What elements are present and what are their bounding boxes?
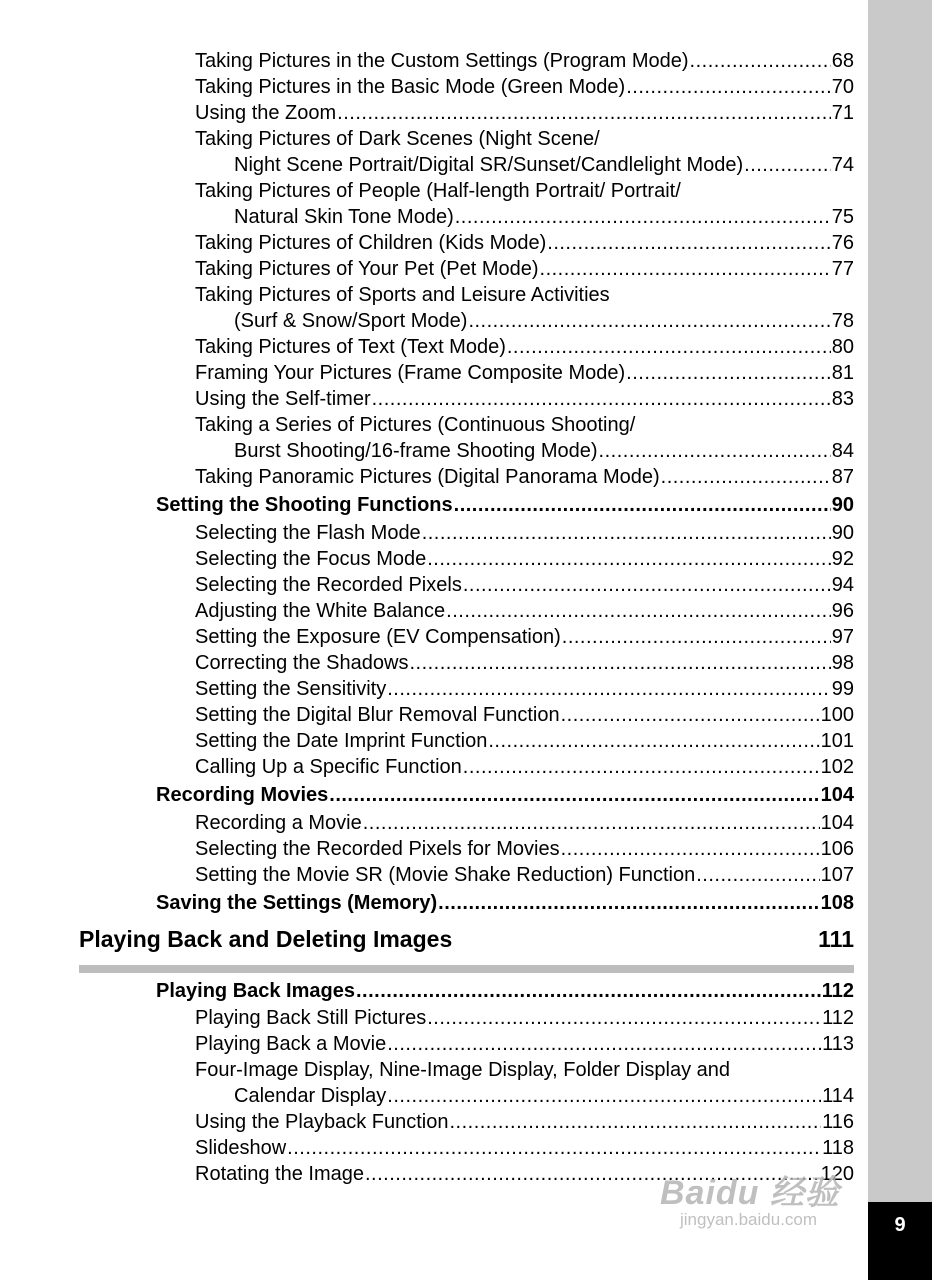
toc-section-entry[interactable] [156,890,854,916]
dot-leader [427,546,831,572]
dot-leader [599,438,831,464]
toc-entry[interactable] [195,178,854,204]
toc-entry-title: Taking Pictures of Sports and Leisure Activities [195,284,610,306]
toc-entry-page: 104 [820,812,854,834]
dot-leader [744,152,831,178]
dot-leader [427,1005,821,1031]
toc-entry-title: Rotating the Image [195,1163,364,1185]
toc-entry-title: Calendar Display [234,1085,387,1107]
dot-leader [455,204,831,230]
toc-entry[interactable] [195,464,854,490]
dot-leader [422,520,831,546]
toc-entry-page: 81 [831,362,854,384]
toc-entry[interactable] [195,624,854,650]
toc-entry[interactable] [234,204,854,230]
toc-entry[interactable] [195,650,854,676]
toc-entry-title: (Surf & Snow/Sport Mode) [234,310,468,332]
toc-entry[interactable] [234,438,854,464]
toc-entry-title: Setting the Movie SR (Movie Shake Reduction) Function [195,864,696,886]
dot-leader [387,1083,821,1109]
chapter-heading[interactable] [79,926,854,956]
toc-entry-title: Correcting the Shadows [195,652,409,674]
toc-entry-page: 84 [831,440,854,462]
toc-entry-title: Setting the Exposure (EV Compensation) [195,626,561,648]
toc-entry-title: Recording a Movie [195,812,362,834]
toc-section-entry[interactable] [156,492,854,518]
toc-entry-page: 118 [822,1137,854,1159]
toc-entry-page: 87 [831,466,854,488]
toc-entry-title: Using the Self-timer [195,388,371,410]
dot-leader [540,256,831,282]
dot-leader [438,890,819,916]
toc-entry-page: 90 [831,522,854,544]
chapter-rule [79,965,854,973]
toc-entry-title: Taking Pictures of Text (Text Mode) [195,336,506,358]
toc-entry-title: Setting the Date Imprint Function [195,730,488,752]
side-thumb-tab [868,0,932,1280]
toc-entry-title: Playing Back a Movie [195,1033,387,1055]
dot-leader [488,728,819,754]
toc-entry-page: 83 [831,388,854,410]
toc-entry-page: 101 [820,730,854,752]
dot-leader [463,572,831,598]
dot-leader [287,1135,821,1161]
toc-entry-page: 68 [831,50,854,72]
dot-leader [463,754,820,780]
toc-entry-title: Setting the Digital Blur Removal Function [195,704,560,726]
dot-leader [561,702,820,728]
dot-leader [690,48,831,74]
dot-leader [562,624,831,650]
toc-entry-title: Adjusting the White Balance [195,600,446,622]
watermark-url: jingyan.baidu.com [680,1210,818,1229]
dot-leader [449,1109,821,1135]
chapter-page: 111 [818,926,854,952]
toc-entry-page: 104 [820,784,854,806]
toc-entry[interactable] [195,386,854,412]
dot-leader [454,492,831,518]
toc-entry[interactable] [195,1005,854,1031]
toc-entry-title: Saving the Settings (Memory) [156,892,438,914]
toc-entry-page: 75 [831,206,854,228]
toc-entry-title: Recording Movies [156,784,329,806]
page-number: 9 [868,1202,932,1280]
toc-entry[interactable] [195,256,854,282]
dot-leader [547,230,830,256]
toc-entry[interactable] [195,728,854,754]
toc-entry[interactable] [195,546,854,572]
dot-leader [626,360,831,386]
toc-entry-page: 97 [831,626,854,648]
toc-entry[interactable] [234,308,854,334]
toc-entry-page: 116 [822,1111,854,1133]
toc-entry-page: 114 [822,1085,854,1107]
toc-entry-title: Taking Pictures of Dark Scenes (Night Scene/ [195,128,600,150]
toc-entry[interactable] [234,1083,854,1109]
toc-entry[interactable] [195,282,854,308]
toc-entry[interactable] [195,754,854,780]
toc-entry[interactable] [195,48,854,74]
watermark-logo: Baidu 经验 [660,1174,840,1212]
toc-entry[interactable] [195,412,854,438]
toc-entry-page: 98 [831,652,854,674]
toc-entry[interactable] [195,360,854,386]
toc-entry[interactable] [195,100,854,126]
toc-entry[interactable] [195,702,854,728]
toc-entry[interactable] [195,230,854,256]
dot-leader [661,464,831,490]
toc-entry[interactable] [195,74,854,100]
toc-entry-title: Taking a Series of Pictures (Continuous Shooting/ [195,414,636,436]
toc-entry-page: 70 [831,76,854,98]
toc-entry-title: Taking Pictures in the Basic Mode (Green Mode) [195,76,626,98]
toc-entry-page: 112 [821,980,854,1002]
dot-leader [365,1161,820,1187]
dot-leader [387,676,831,702]
toc-entry-page: 108 [820,892,854,914]
toc-entry-title: Playing Back Images [156,980,355,1002]
toc-entry-title: Burst Shooting/16-frame Shooting Mode) [234,440,598,462]
toc-entry[interactable] [234,152,854,178]
toc-entry-page: 92 [831,548,854,570]
toc-entry-title: Four-Image Display, Nine-Image Display, Folder Display and [195,1059,731,1081]
toc-entry-title: Selecting the Flash Mode [195,522,421,544]
toc-entry-title: Setting the Shooting Functions [156,494,453,516]
toc-entry-page: 102 [820,756,854,778]
dot-leader [337,100,831,126]
toc-entry-page: 120 [820,1163,854,1185]
toc-entry-page: 107 [820,864,854,886]
toc-entry-title: Selecting the Recorded Pixels [195,574,462,596]
toc-entry-title: Taking Pictures of People (Half-length Portrait/ Portrait/ [195,180,681,202]
toc-entry[interactable] [195,520,854,546]
dot-leader [561,836,820,862]
dot-leader [409,650,830,676]
dot-leader [372,386,831,412]
toc-entry-page: 96 [831,600,854,622]
toc-section-entry[interactable] [156,782,854,808]
toc-entry[interactable] [195,1031,854,1057]
toc-entry-page: 78 [831,310,854,332]
toc-entry-title: Playing Back Still Pictures [195,1007,427,1029]
toc-entry[interactable] [195,810,854,836]
toc-entry-title: Calling Up a Specific Function [195,756,462,778]
toc-entry-page: 113 [822,1033,854,1055]
toc-entry-page: 90 [831,494,854,516]
toc-entry-page: 74 [831,154,854,176]
toc-section-entry[interactable] [156,978,854,1004]
toc-entry-title: Taking Panoramic Pictures (Digital Panorama Mode) [195,466,660,488]
toc-entry[interactable] [195,1161,854,1187]
dot-leader [387,1031,821,1057]
toc-entry[interactable] [195,836,854,862]
toc-entry-title: Using the Playback Function [195,1111,449,1133]
toc-entry[interactable] [195,598,854,624]
toc-entry[interactable] [195,1135,854,1161]
dot-leader [468,308,830,334]
toc-entry-title: Taking Pictures of Children (Kids Mode) [195,232,547,254]
toc-entry[interactable] [195,572,854,598]
toc-entry[interactable] [195,676,854,702]
toc-entry-title: Night Scene Portrait/Digital SR/Sunset/Candlelight Mode) [234,154,744,176]
toc-entry-page: 76 [831,232,854,254]
toc-entry-page: 99 [831,678,854,700]
chapter-title: Playing Back and Deleting Images [79,926,453,952]
toc-entry-title: Setting the Sensitivity [195,678,387,700]
toc-entry-title: Using the Zoom [195,102,337,124]
toc-entry-title: Selecting the Recorded Pixels for Movies [195,838,560,860]
toc-entry-page: 100 [820,704,854,726]
toc-entry-page: 71 [831,102,854,124]
dot-leader [329,782,819,808]
toc-entry-title: Natural Skin Tone Mode) [234,206,454,228]
toc-entry[interactable] [195,334,854,360]
toc-entry[interactable] [195,1109,854,1135]
toc-entry[interactable] [195,126,854,152]
dot-leader [356,978,821,1004]
toc-entry-page: 77 [831,258,854,280]
dot-leader [507,334,831,360]
dot-leader [696,862,819,888]
toc-entry-title: Taking Pictures in the Custom Settings (Program Mode) [195,50,689,72]
dot-leader [363,810,820,836]
toc-entry-title: Taking Pictures of Your Pet (Pet Mode) [195,258,539,280]
toc-entry-page: 112 [822,1007,854,1029]
toc-entry-page: 106 [820,838,854,860]
toc-entry[interactable] [195,1057,854,1083]
toc-entry-title: Selecting the Focus Mode [195,548,427,570]
toc-entry-title: Slideshow [195,1137,287,1159]
toc-entry[interactable] [195,862,854,888]
toc-entry-title: Framing Your Pictures (Frame Composite Mode) [195,362,626,384]
dot-leader [626,74,831,100]
toc-entry-page: 94 [831,574,854,596]
dot-leader [446,598,831,624]
toc-entry-page: 80 [831,336,854,358]
